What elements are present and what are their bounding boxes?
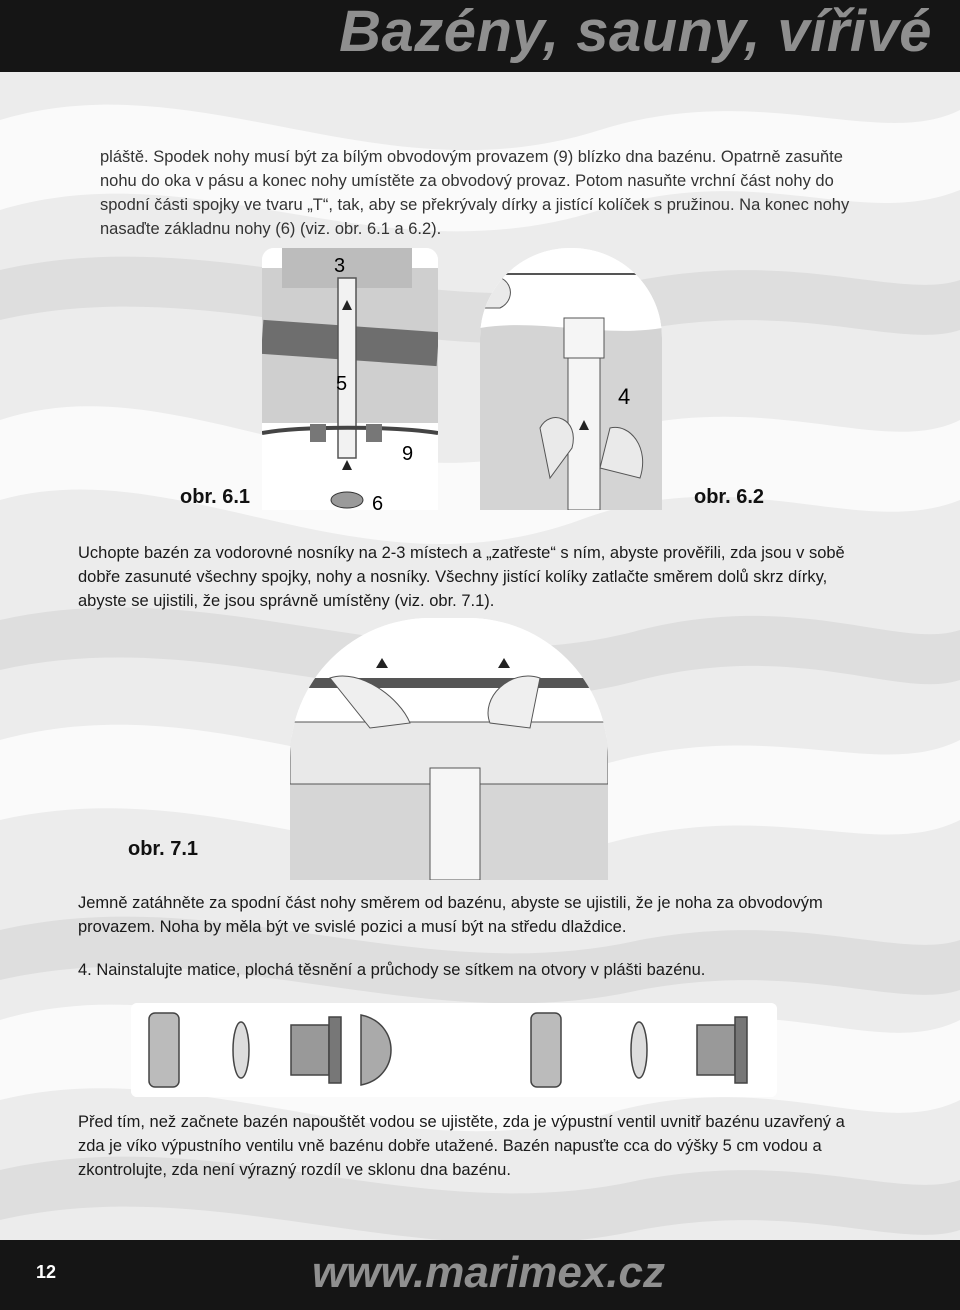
caption-fig-6-1: obr. 6.1	[180, 486, 251, 508]
fig61-label-3: 3	[334, 255, 346, 277]
paragraph-leg-installation: pláště. Spodek nohy musí být za bílým obvodovým provazem (9) blízko dna bazénu. Opatrně zasuňte nohu do oka v pásu a konec nohy umístěte za obvodový provaz. Potom nasuňte vrchní část nohy do spodní části spojky ve tvaru „T“, tak, aby se překrývaly dírky a jistící kolíček s pružinou. Na konec nohy nasaďte základnu nohy (6) (viz. obr. 6.1 a 6.2).	[100, 148, 850, 238]
caption-fig-6-2: obr. 6.2	[694, 486, 765, 508]
fig61-label-9: 9	[402, 443, 414, 465]
figure-6-1-illustration	[262, 248, 438, 510]
figure-7-1-illustration	[290, 618, 608, 880]
paragraph-shake-pool: Uchopte bazén za vodorovné nosníky na 2-3 místech a „zatřeste“ s ním, abyste prověřili, zda jsou v sobě dobře zasunuté všechny spojky, nohy a nosníky. Všechny jistící kolíky zatlačte směrem dolů skrz dírky, abyste se ujistili, že jsou správně umístěny (viz. obr. 7.1).	[78, 544, 845, 610]
caption-fig-7-1: obr. 7.1	[128, 838, 199, 860]
page-number: 12	[36, 1262, 57, 1282]
page-header	[0, 0, 960, 72]
fig62-label-4: 4	[618, 384, 631, 409]
paragraph-pull-leg: Jemně zatáhněte za spodní část nohy směrem od bazénu, abyste se ujistili, že je noha za obvodovým provazem. Noha by měla být ve svislé pozici a musí být na středu dlaždice.	[78, 894, 823, 936]
footer-url: www.marimex.cz	[312, 1248, 665, 1297]
fig61-label-6: 6	[372, 493, 384, 510]
figure-6-2-illustration	[480, 248, 662, 510]
paragraph-fill-pool: Před tím, než začnete bazén napouštět vodou se ujistěte, zda je výpustní ventil uvnitř bazénu uzavřený a zda je víko výpustního ventilu vně bazénu dobře utažené. Bazén napusťte cca do výšky 5 cm vodou a zkontrolujte, zda není výrazný rozdíl ve sklonu dna bazénu.	[78, 1113, 845, 1179]
page-footer	[0, 1240, 960, 1310]
paragraph-install-nuts: 4. Nainstalujte matice, plochá těsnění a průchody se sítkem na otvory v plášti bazénu.	[78, 961, 706, 979]
fig61-label-5: 5	[336, 373, 348, 395]
header-title: Bazény, sauny, vířivé	[339, 0, 932, 64]
fittings-illustration	[131, 1003, 777, 1097]
